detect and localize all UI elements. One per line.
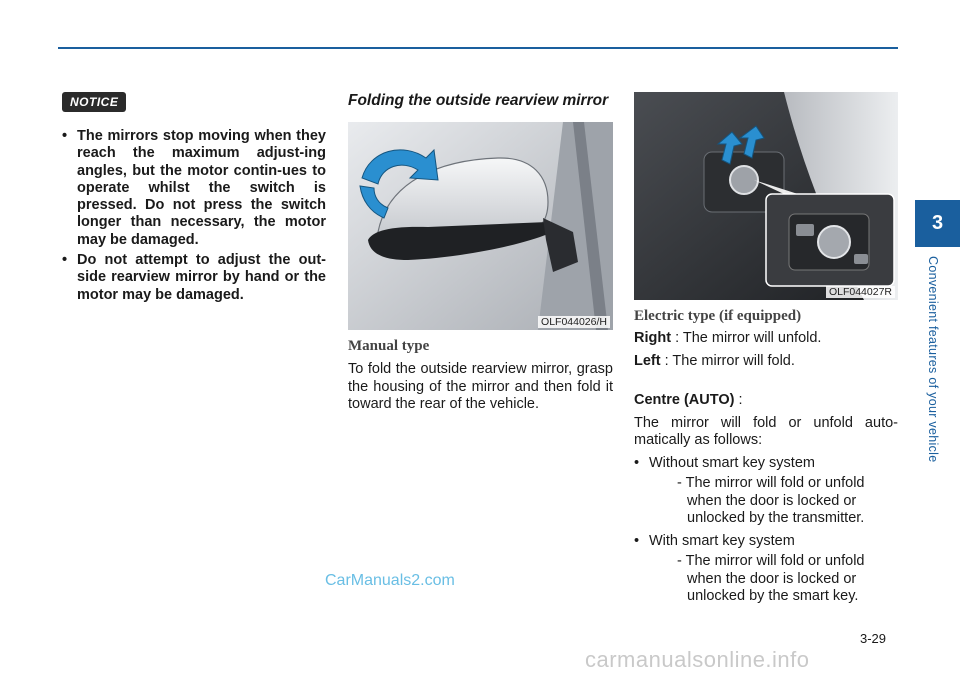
section-title: Folding the outside rearview mirror <box>348 92 609 109</box>
manual-type-text: To fold the outside rearview mirror, grasp the housing of the mirror and then fold it toward the rear of the vehicle. <box>348 361 613 412</box>
centre-desc: Centre (AUTO) : <box>634 392 743 408</box>
page-number: 3-29 <box>860 631 887 646</box>
centre-text: The mirror will fold or unfold auto-matically as follows: <box>634 414 898 448</box>
folding-section <box>348 92 613 414</box>
left-label: Left <box>634 352 661 369</box>
notice-item: • Do not attempt to adjust the out-side rearview mirror by hand or the motor may be damaged. <box>62 252 326 304</box>
watermark-logo: CarManuals2.com <box>325 572 455 589</box>
figure-code: OLF044026/H <box>538 316 610 328</box>
notice-badge: NOTICE <box>62 92 126 112</box>
auto-mode-list <box>634 455 898 606</box>
watermark-footer: carmanualsonline.info <box>585 647 810 672</box>
manual-type-title: Manual type <box>348 338 430 354</box>
left-desc: Left : The mirror will fold. <box>634 352 795 369</box>
centre-label: Centre (AUTO) <box>634 392 735 408</box>
figure-code: OLF044027R <box>826 286 895 298</box>
list-item: • Without smart key system - The mirror will fold or unfold when the door is locked or unlocked by the transmitter. <box>634 455 898 528</box>
right-label: Right <box>634 330 672 346</box>
chapter-label: Convenient features of your vehicle <box>926 256 940 463</box>
door-switch-illustration <box>634 92 898 300</box>
notice-section <box>62 92 326 307</box>
notice-item: • The mirrors stop moving when they reach the maximum adjust-ing angles, but the motor contin-ues to operate whilst the switch is pressed. Do not press the switch longer than necessary, the motor may be damaged. <box>62 128 326 249</box>
electric-type-title: Electric type (if equipped) <box>634 308 802 324</box>
chapter-tab: 3 <box>915 200 960 247</box>
electric-section <box>634 92 898 606</box>
notice-list <box>62 128 326 304</box>
mirror-fold-illustration <box>348 122 613 330</box>
manual-mirror-figure <box>348 122 613 330</box>
list-subitem: - The mirror will fold or unfold when the door is locked or unlocked by the transmitter. <box>677 475 865 526</box>
list-subitem: - The mirror will fold or unfold when the door is locked or unlocked by the smart key. <box>677 553 865 604</box>
header-rule <box>58 47 898 49</box>
list-item: • With smart key system - The mirror will fold or unfold when the door is locked or unlocked by the smart key. <box>634 533 898 606</box>
right-desc: Right : The mirror will unfold. <box>634 330 822 346</box>
electric-switch-figure <box>634 92 898 300</box>
